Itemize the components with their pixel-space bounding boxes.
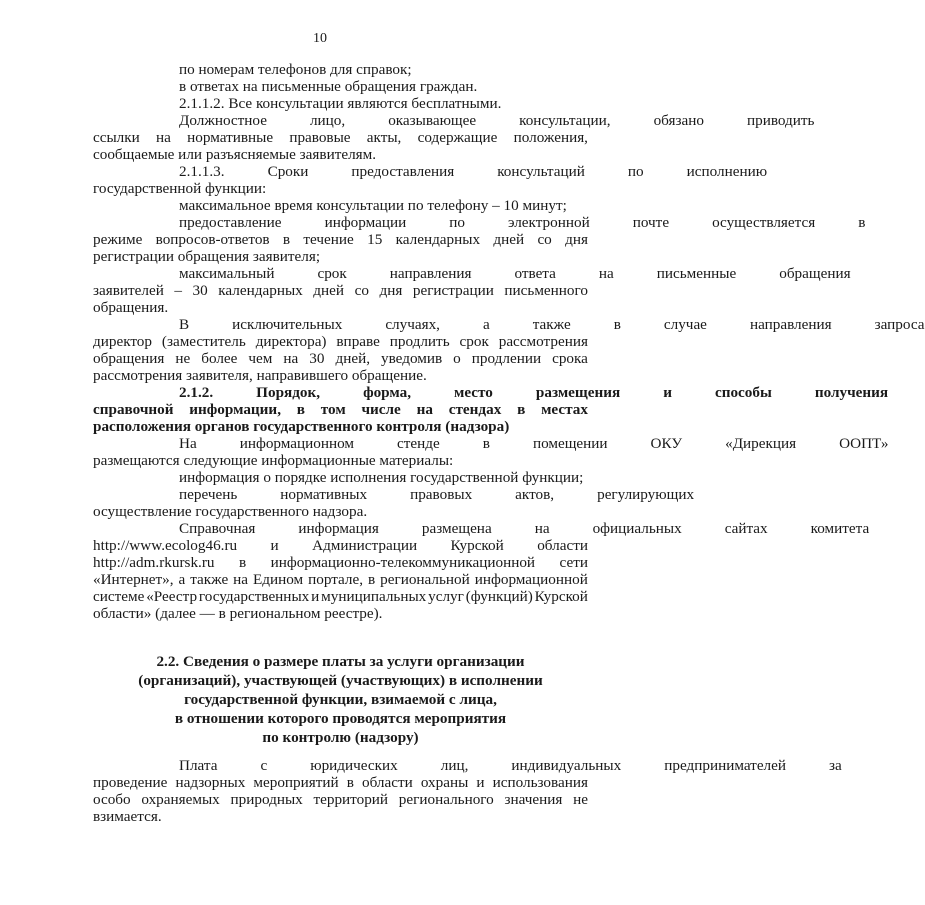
text-line: перечень нормативных правовых актов, регулирующих xyxy=(179,486,695,503)
text-line: по номерам телефонов для справок; xyxy=(179,61,412,78)
consultation-section xyxy=(93,61,925,622)
page-number: 10 xyxy=(313,31,327,46)
text-line: максимальное время консультации по телефону – 10 минут; xyxy=(179,197,567,214)
section-heading-line: 2.2. Сведения о размере платы за услуги организации xyxy=(156,653,525,670)
text-line: рассмотрения заявителя, направившего обращение. xyxy=(93,367,427,384)
text-line: взимается. xyxy=(93,808,162,825)
section-heading-line: в отношении которого проводятся мероприятия xyxy=(174,710,507,727)
website-line: http://www.ecolog46.ru и Администрации Курской области xyxy=(93,537,588,554)
text-line: предоставление информации по электронной почте осуществляется в xyxy=(179,214,866,231)
text-line: директор (заместитель директора) вправе продлить срок рассмотрения xyxy=(93,333,588,350)
subsection-heading-line: справочной информации, в том числе на стендах в местах xyxy=(93,401,588,418)
text-line: Плата с юридических лиц, индивидуальных предпринимателей за xyxy=(179,757,842,774)
text-line: максимальный срок направления ответа на письменные обращения xyxy=(179,265,851,282)
text-line: в ответах на письменные обращения граждан. xyxy=(179,78,478,95)
text-line: заявителей – 30 календарных дней со дня регистрации письменного xyxy=(93,282,588,299)
text-line: «Интернет», а также на Едином портале, в региональной информационной xyxy=(93,571,588,588)
section-heading xyxy=(93,652,588,747)
text-line: обращения не более чем на 30 дней, уведомив о продлении срока xyxy=(93,350,588,367)
text-line: сообщаемые или разъясняемые заявителям. xyxy=(93,146,377,163)
section-heading-line: по контролю (надзору) xyxy=(262,729,419,746)
website-line: http://adm.rkursk.ru в информационно-телекоммуникационной сети xyxy=(93,554,588,571)
text-line: Справочная информация размещена на официальных сайтах комитета xyxy=(179,520,870,537)
text-line: системе «Реестр государственных и муниципальных услуг (функций) Курской xyxy=(93,588,588,605)
text-line: государственной функции: xyxy=(93,180,267,197)
text-line: области» (далее — в региональном реестре). xyxy=(93,605,383,622)
subsection-heading-line: расположения органов государственного контроля (надзора) xyxy=(93,418,510,435)
text-line: регистрации обращения заявителя; xyxy=(93,248,321,265)
text-line: Должностное лицо, оказывающее консультации, обязано приводить xyxy=(179,112,815,129)
text-line: информация о порядке исполнения государственной функции; xyxy=(179,469,584,486)
text-line: особо охраняемых природных территорий регионального значения не xyxy=(93,791,588,808)
text-line: обращения. xyxy=(93,299,169,316)
section-heading-line: (организаций), участвующей (участвующих) в исполнении xyxy=(138,672,543,689)
fee-paragraph xyxy=(93,757,842,825)
text-line: проведение надзорных мероприятий в области охраны и использования xyxy=(93,774,588,791)
text-line: режиме вопросов-ответов в течение 15 календарных дней со дня xyxy=(93,231,588,248)
section-heading-line: государственной функции, взимаемой с лица, xyxy=(184,691,497,708)
text-line: размещаются следующие информационные материалы: xyxy=(93,452,454,469)
text-line: 2.1.1.3. Сроки предоставления консультаций по исполнению xyxy=(179,163,768,180)
text-line: На информационном стенде в помещении ОКУ «Дирекция ООПТ» xyxy=(179,435,889,452)
subsection-heading-line: 2.1.2. Порядок, форма, место размещения и способы получения xyxy=(179,384,889,401)
text-line: 2.1.1.2. Все консультации являются бесплатными. xyxy=(179,95,502,112)
text-line: ссылки на нормативные правовые акты, содержащие положения, xyxy=(93,129,588,146)
text-line: осуществление государственного надзора. xyxy=(93,503,368,520)
text-line: В исключительных случаях, а также в случае направления запроса xyxy=(179,316,925,333)
